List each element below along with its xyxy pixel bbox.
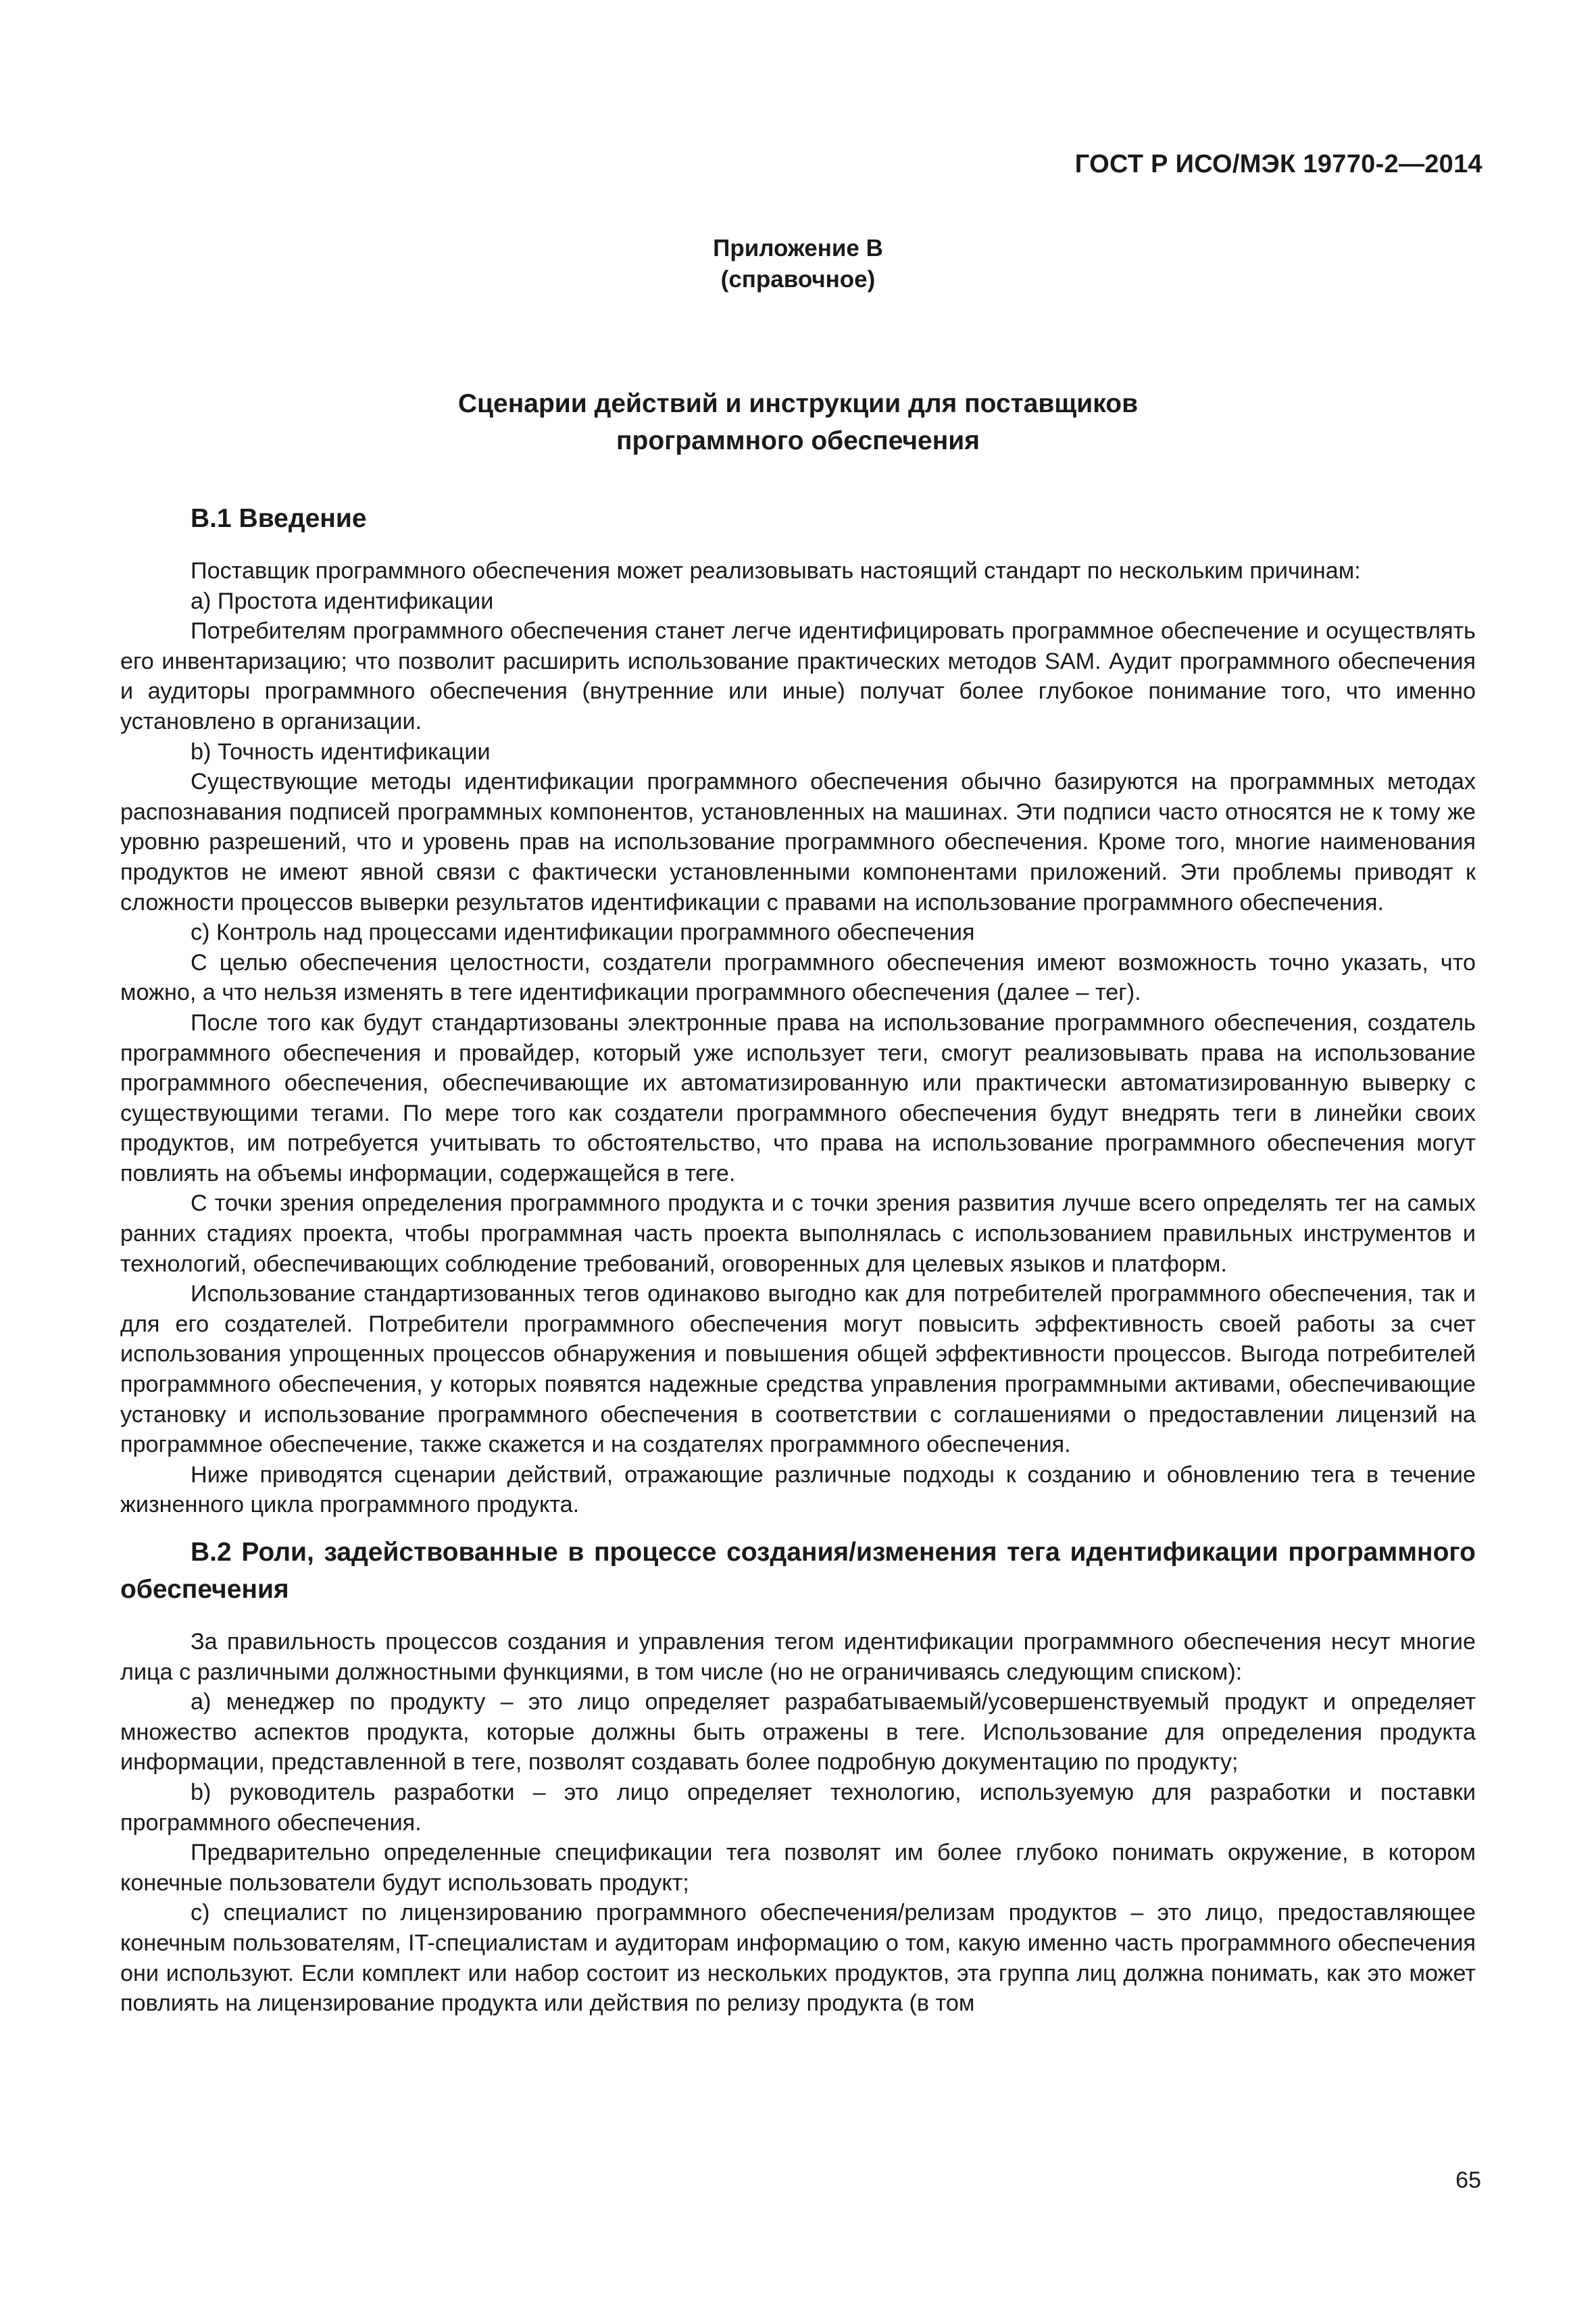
paragraph: Поставщик программного обеспечения может реализовывать настоящий стандарт по нескольким причинам: [191,558,1361,584]
paragraph: Использование стандартизованных тегов одинаково выгодно как для потребителей программного обеспечения, так и для его создателей. Потребители программного обеспечения могут повысить эффективность своей работы за счет использования упрощенных процессов обнаружения и повышения общей эффективности процессов. Выгода потребителей программного обеспечения, у которых появятся надежные средства управления программными активами, обеспечивающие установку и использование программного обеспечения в соответствии с соглашениями о предоставлении лицензий на программное обеспечение, также скажется и на создателях программного обеспечения. [120,1281,1476,1458]
list-item: b) руководитель разработки – это лицо определяет технологию, используемую для разработки и поставки программного обеспечения. [120,1779,1476,1836]
paragraph: Ниже приводятся сценарии действий, отражающие различные подходы к созданию и обновлению тега в течение жизненного цикла программного продукта. [120,1461,1476,1518]
list-item: с) специалист по лицензированию программного обеспечения/релизам продуктов – это лицо, предоставляющее конечным пользователям, IT-специалистам и аудиторам информацию о том, какую именно часть программного обеспечения они используют. Если комплект или набор состоит из нескольких продуктов, эта группа лиц должна понимать, как это может повлиять на лицензирование продукта или действия по релизу продукта (в том [120,1900,1476,2017]
standard-designation: ГОСТ Р ИСО/МЭК 19770-2—2014 [1074,150,1482,178]
list-item-heading: с) Контроль над процессами идентификации программного обеспечения [191,920,975,946]
paragraph: Предварительно определенные спецификации тега позволят им более глубоко понимать окружение, в котором конечные пользователи будут использовать продукт; [120,1840,1476,1896]
paragraph: После того как будут стандартизованы электронные права на использование программного обеспечения, создатель программного обеспечения и провайдер, который уже использует теги, смогут реализовывать права на использование программного обеспечения, обеспечивающие их автоматизированную или практически автоматизированную выверку с существующими тегами. По мере того как создатели программного обеспечения будут внедрять теги в линейки своих продуктов, им потребуется учитывать то обстоятельство, что права на использование программного обеспечения могут повлиять на объемы информации, содержащейся в теге. [120,1009,1476,1186]
paragraph: С целью обеспечения целостности, создатели программного обеспечения имеют возможность точно указать, что можно, а что нельзя изменять в теге идентификации программного обеспечения (далее – тег). [120,949,1476,1006]
paragraph: Потребителям программного обеспечения станет легче идентифицировать программное обеспечение и осуществлять его инвентаризацию; что позволит расширить использование практических методов SAM. Аудит программного обеспечения и аудиторы программного обеспечения (внутренние или иные) получат более глубокое понимание того, что именно установлено в организации. [120,618,1476,734]
section-heading-b1: В.1 Введение [191,504,367,533]
annex-title [0,385,1596,459]
annex-status: (справочное) [720,266,876,293]
list-item-heading: а) Простота идентификации [191,588,494,614]
paragraph: За правильность процессов создания и управления тегом идентификации программного обеспечения несут многие лица с различными должностными функциями, в том числе (но не ограничиваясь следующим списком): [120,1629,1476,1685]
paragraph: Существующие методы идентификации программного обеспечения обычно базируются на программных методах распознавания подписей программных компонентов, установленных на машинах. Эти подписи часто относятся не к тому же уровню разрешений, что и уровень прав на использование программного обеспечения. Кроме того, многие наименования продуктов не имеют явной связи с фактически установленными компонентами приложений. Эти проблемы приводят к сложности процессов выверки результатов идентификации с правами на использование программного обеспечения. [120,769,1476,915]
list-item-heading: b) Точность идентификации [191,738,491,765]
annex-label-block [0,233,1596,295]
annex-label: Приложение В [713,235,883,261]
annex-title-line-2: программного обеспечения [616,426,980,455]
list-item: а) менеджер по продукту – это лицо определяет разрабатываемый/усовершенствуемый продукт и определяет множество аспектов продукта, которые должны быть отражены в теге. Использование для определения продукта информации, представленной в теге, позволят создавать более подробную документацию по продукту; [120,1689,1476,1776]
page-number: 65 [1455,2167,1481,2193]
annex-title-line-1: Сценарии действий и инструкции для поставщиков [457,389,1139,418]
document-body [120,500,1476,2019]
paragraph: С точки зрения определения программного продукта и с точки зрения развития лучше всего определять тег на самых ранних стадиях проекта, чтобы программная часть проекта выполнялась с использованием правильных инструментов и технологий, обеспечивающих соблюдение требований, оговоренных для целевых языков и платформ. [120,1190,1476,1277]
section-heading-b2: В.2 Роли, задействованные в процессе создания/изменения тега идентификации программного обеспечения [120,1538,1476,1604]
